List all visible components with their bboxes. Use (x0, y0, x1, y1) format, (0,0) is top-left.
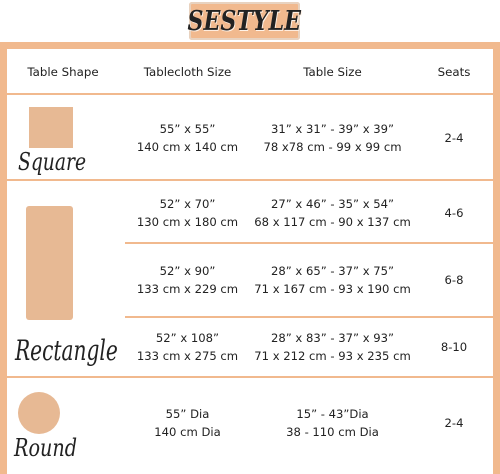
row-4-cloth-cm: 133 cm x 275 cm (136, 349, 239, 363)
row-5-table-cm: 38 - 110 cm Dia (286, 425, 379, 439)
divider-rectangle (7, 376, 493, 378)
row-4-cloth-inches: 52” x 108” (155, 331, 220, 345)
rectangle-swatch (26, 206, 73, 320)
row-2-seats: 4-6 (444, 206, 464, 220)
row-3-cloth-inches: 52” x 90” (159, 264, 216, 278)
round-label: Round (14, 434, 78, 462)
header-table-size: Table Size (303, 65, 362, 79)
header-seats: Seats (437, 65, 471, 79)
row-4-cloth (125, 329, 250, 365)
row-2-cloth-inches: 52” x 70” (159, 197, 216, 211)
row-3-table-cm: 71 x 167 cm - 93 x 190 cm (254, 282, 411, 296)
round-swatch (18, 392, 60, 434)
row-4-seats: 8-10 (440, 340, 468, 354)
row-3-seats: 6-8 (444, 273, 464, 287)
row-4-table-inches: 28” x 83” - 37” x 93” (270, 331, 395, 345)
row-4-table-cm: 71 x 212 cm - 93 x 235 cm (254, 349, 411, 363)
row-1-seats: 2-4 (444, 131, 464, 145)
header-tablecloth-size: Tablecloth Size (143, 65, 232, 79)
row-2-table-inches: 27” x 46” - 35” x 54” (270, 197, 395, 211)
row-3-cloth-cm: 133 cm x 229 cm (136, 282, 239, 296)
row-2-table-cm: 68 x 117 cm - 90 x 137 cm (254, 215, 411, 229)
row-1-table (250, 120, 415, 156)
row-3-cloth (125, 262, 250, 298)
row-1-table-inches: 31” x 31” - 39” x 39” (270, 122, 395, 136)
row-2-cloth (125, 195, 250, 231)
square-label: Square (18, 148, 87, 176)
square-swatch (29, 107, 73, 148)
row-4-table (250, 329, 415, 365)
brand-logo (189, 2, 300, 40)
divider-rect-2 (125, 316, 493, 318)
row-1-cloth-cm: 140 cm x 140 cm (136, 140, 239, 154)
row-5-seats: 2-4 (444, 416, 464, 430)
divider-rect-1 (125, 242, 493, 244)
row-3-table-inches: 28” x 65” - 37” x 75” (270, 264, 395, 278)
row-5-table-inches: 15” - 43”Dia (296, 407, 369, 421)
row-5-cloth (125, 405, 250, 441)
row-1-cloth-inches: 55” x 55” (159, 122, 216, 136)
row-2-table (250, 195, 415, 231)
divider-square (7, 179, 493, 181)
brand-name: SESTYLE (187, 5, 302, 37)
row-5-cloth-cm: 140 cm Dia (154, 425, 221, 439)
row-3-table (250, 262, 415, 298)
row-1-table-cm: 78 x78 cm - 99 x 99 cm (263, 140, 402, 154)
row-1-cloth (125, 120, 250, 156)
row-5-cloth-inches: 55” Dia (165, 407, 210, 421)
divider-header (7, 93, 493, 95)
row-5-table (250, 405, 415, 441)
header-table-shape: Table Shape (27, 65, 99, 79)
row-2-cloth-cm: 130 cm x 180 cm (136, 215, 239, 229)
rectangle-label: Rectangle (15, 334, 118, 367)
